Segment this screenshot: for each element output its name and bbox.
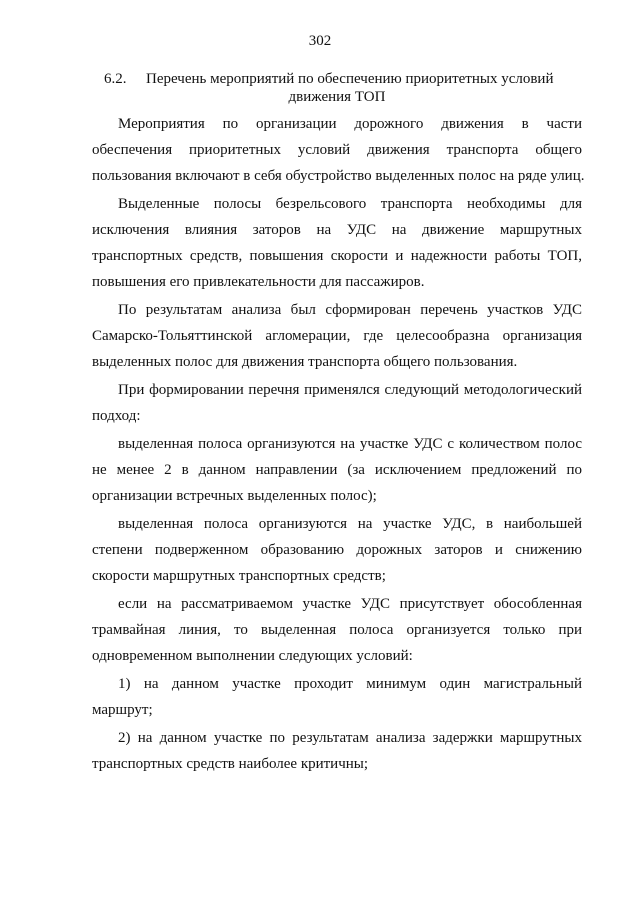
paragraph [92,377,582,429]
text-line: Выделенные полосы безрельсового транспорта необходимы для [118,196,582,212]
text-line: одновременном выполнении следующих условий: [92,648,413,664]
paragraph [92,671,582,723]
paragraph [92,725,582,777]
paragraph [92,431,582,509]
page-number: 302 [308,33,332,49]
paragraph [92,591,582,669]
text-line: выделенная полоса организуются на участке УДС с количеством полос [118,436,582,452]
text-line: пользования включают в себя обустройство выделенных полос на ряде улиц. [92,168,585,184]
paragraph [92,297,582,375]
text-line: выделенных полос для движения транспорта общего пользования. [92,354,518,370]
text-line: скорости маршрутных транспортных средств; [92,568,386,584]
text-line: 1) на данном участке проходит минимум один магистральный [118,676,582,692]
text-line: 2) на данном участке по результатам анализа задержки маршрутных [118,730,582,746]
text-line: подход: [92,408,141,424]
section-number: 6.2. [104,71,127,87]
paragraph [92,111,585,189]
text-line: транспортных средств, повышения скорости и надежности работы ТОП, [92,248,582,264]
text-line: трамвайная линия, то выделенная полоса организуется только при [92,622,582,638]
text-line: маршрут; [92,702,153,718]
document-body [92,111,585,777]
text-line: При формировании перечня применялся следующий методологический [118,382,582,398]
text-line: исключения влияния заторов на УДС на движение маршрутных [92,222,582,238]
text-line: если на рассматриваемом участке УДС присутствует обособленная [118,596,582,612]
text-line: обеспечения приоритетных условий движения транспорта общего [92,142,582,158]
paragraph [92,511,582,589]
text-line: выделенная полоса организуются на участке УДС, в наибольшей [118,516,582,532]
text-line: степени подверженном образованию дорожных заторов и снижению [92,542,582,558]
paragraph [92,191,582,295]
text-line: Мероприятия по организации дорожного движения в части [118,116,582,132]
text-line: Самарско-Тольяттинской агломерации, где целесообразна организация [92,328,582,344]
section-title-line-2: движения ТОП [288,89,386,105]
section-title-line-1: Перечень мероприятий по обеспечению приоритетных условий [146,71,554,87]
text-line: По результатам анализа был сформирован перечень участков УДС [118,302,582,318]
text-line: организации встречных выделенных полос); [92,488,377,504]
text-line: повышения его привлекательности для пассажиров. [92,274,425,290]
text-line: транспортных средств наиболее критичны; [92,756,369,772]
text-line: не менее 2 в данном направлении (за исключением предложений по [92,462,582,478]
